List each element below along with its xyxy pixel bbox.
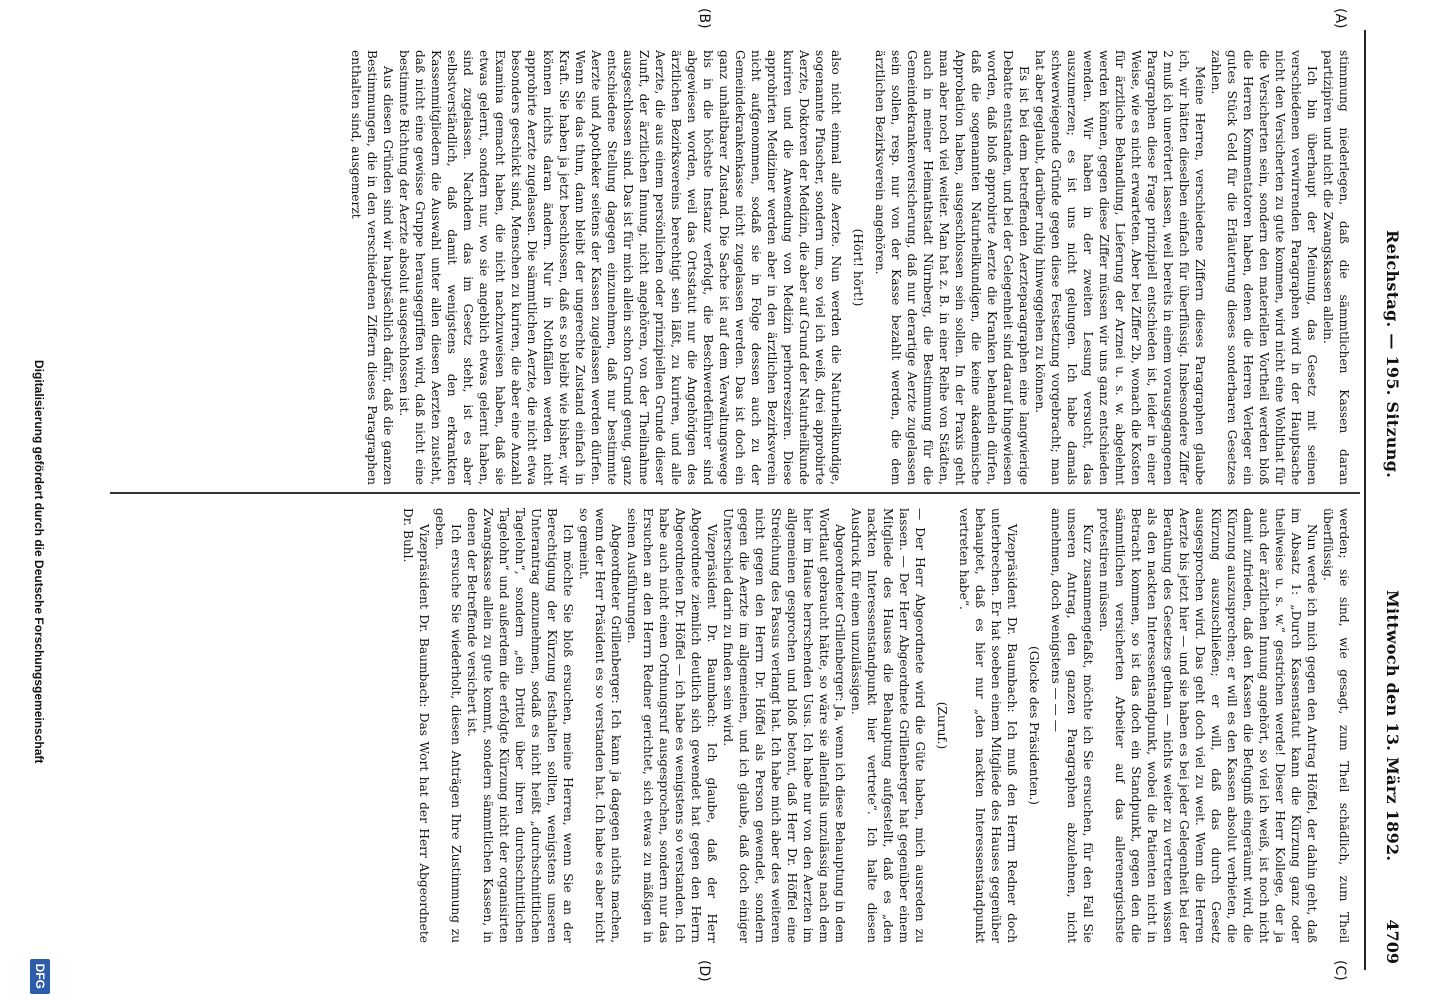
margin-mark-a: (A) [1332, 8, 1348, 29]
paragraph: Meine Herren, verschiedene Ziffern dieses Paragraphen glaube ich, wir hätten dieselben einfach für überflüssig. Insbesondere Ziffer 2 muß ich unerörtert lassen, weil bereits in einem vorausgegangenen Paragraphen diese Frage prinzipiell entschieden ist, leider in einer Weise, wie es nicht erwarteten. Aber bei Ziffer 2b, wonach die Kosten für ärztliche Behandlung, Lieferung der Arznei u. s. w. abgelehnt werden können, gegen diese Ziffer müssen wir uns ganz entschieden wenden. Wir haben in der zweiten Lesung versucht, das auszumerzen; es ist uns nicht gelungen. Ich habe damals schwerwiegende Gründe gegen diese Festsetzung vorgebracht; man hat aber geglaubt, darüber ruhig hinweggehen zu können. [1033, 50, 1207, 485]
header-date: Mittwoch den 13. März 1892. [1383, 590, 1402, 862]
paragraph: Aus diesen Gründen sind wir hauptsächlich dafür, daß die ganzen Bestimmungen, die in den verschiedenen Ziffern dieses Paragraphen enthalten sind, ausgemerzt [349, 50, 395, 485]
paragraph: Ich bin überhaupt der Meinung, das Gesetz mit seinen verschiedenen verwirrenden Paragraphen wird in der Hauptsache nicht den Versicherten zu gute kommen, wird nicht eine Wohlthat für die Versicherten sein, sondern den materiellen Vortheil werden bloß die Herren Kommentatoren haben, denen die Herren Verleger ein gutes Stück Geld für die Erläuterung dieses sonderbaren Gesetzes zahlen. [1209, 50, 1319, 485]
paragraph: also nicht einmal alle Aerzte. Nun werden die Naturheilkundige, sogenannte Pfuscher, sondern um, so viel ich weiß, drei approbirte Aerzte, Doktoren der Medizin, die aber auf Grund der Naturheilkunde kuriren und die Anwendung von Medizin perhorresziren. Diese approbirten Mediziner werden aber in den ärztlichen Bezirksverein nicht aufgenommen, sodaß sie in Folge dessen auch zu der Gemeindekrankenkasse nicht zugelassen werden. Das ist doch ein ganz unhaltbarer Zustand. Die Sache ist auf dem Verwaltungswege bis in die höchste Instanz verfolgt, die Beschwerdeführer sind abgewiesen worden, weil das Ortsstatut nur die Angehörigen des ärztlichen Bezirksvereins berechtigt sein läßt, zu kuriren, und alle Aerzte, die aus einem persönlichen oder prinzipiellen Grunde dieser Zunft, der ärztlichen Innung, nicht angehören, von der Theilnahme ausgeschlossen sind. Das ist für mich allein schon Grund genug, ganz entschiedene Stellung dagegen einzunehmen, daß nur bestimmte Aerzte und Apotheker seitens der Kassen zugelassen werden dürfen. Wenn Sie das thun, dann bleibt der ungerechte Zustand einfach in Kraft. Sie haben ja jetzt beschlossen, daß es so bleibt wie bisher, wir können nichts daran ändern. Nur in Nothfällen werden nicht approbirte Aerzte zugelassen. Die sämmtlichen Aerzte, die nicht etwa besonders geschickt sind, Menschen zu kuriren, die aber eine Anzahl Examina gemacht haben, die nicht nachzuweisen haben, daß sie etwas gelernt, sondern nur, wo sie angeblich etwas gelernt haben, sind zugelassen. Nachdem das im Gesetz steht, ist es aber selbstverständlich, daß damit wenigstens den erkrankten Kassenmitgliedern die Auswahl unter allen diesen Aerzten zusteht, daß nicht eine gewisse Gruppe herausgegriffen wird, daß nicht eine bestimmte Richtung der Aerzte absolut ausgeschlossen ist. [397, 50, 843, 485]
right-text-column [112, 508, 1352, 943]
paragraph: Nun werde ich mich gegen den Antrag Höffel, der dahin geht, daß im Absatz 1: „Durch Kassenstatut kann die Kürzung ganz oder theilweise u. s. w.“ gestrichen werde! Dieser Herr Kollege, der ja auch der ärztlichen Innung angehört, so viel ich weiß, ist noch nicht damit zufrieden, daß den Kassen die Befugniß eingeräumt wird, die Kürzung auszusprechen; er will es den Kassen absolut verbieten, die Kürzung auszuschließen; er will, daß das durch Gesetz ausgesprochen wird. Das geht doch viel zu weit. Wenn die Herren Aerzte bis jetzt hier — und sie haben es bei jeder Gelegenheit bei der Berathung des Gesetzes gethan — nichts weiter zu vertreten wissen als den nackten Interessenstandpunkt, wobei die Patienten nicht in Betracht kommen, so ist das doch ein Standpunkt, gegen den die sämmtlichen versicherten Arbeiter auf das allerenergischste protestiren müssen. [1097, 508, 1319, 943]
speaker-paragraph: Vizepräsident Dr. Baumbach: Ich muß den Herrn Redner doch unterbrechen. Er hat soeben einem Mitgliede des Hauses gegenüber behauptet, daß es hier nur „den nackten Interessenstandpunkt vertreten habe“. [957, 508, 1019, 943]
column-divider [110, 492, 1360, 494]
interjection: (Hört! hört!) [851, 228, 865, 307]
page-header [1372, 30, 1416, 970]
dfg-logo: DFG [30, 959, 50, 994]
paragraph: Kurz zusammengefaßt, möchte ich Sie ersuchen, für den Fall Sie unseren Antrag, den ganzen Paragraphen abzulehnen, nicht annehmen, doch wenigstens — — — [1049, 508, 1095, 943]
page-number: 4709 [1383, 919, 1402, 964]
left-text-column [112, 50, 1352, 485]
paragraph: werden; sie sind, wie gesagt, zum Theil schädlich, zum Theil überflüssig. [1321, 508, 1351, 943]
speaker-paragraph: Abgeordneter Grillenberger: Ich kann ja dagegen nichts machen, wenn der Herr Präsident es so verstanden hat. Ich habe es aber nicht so gemeint. [577, 508, 623, 943]
speaker-paragraph: Vizepräsident Dr. Baumbach: Das Wort hat der Herr Abgeordnete Dr. Buhl. [401, 508, 431, 943]
paragraph: Ich möchte Sie bloß ersuchen, meine Herren, wenn Sie an der Berechtigung der Kürzung festhalten sollten, wenigstens unseren Unterantrag anzunehmen, sodaß es nicht heißt „durchschnittlichen Tagelohn“, sondern „ein Drittel über ihren durchschnittlichen Tagelohn“ und außerdem die erfolgte Kürzung nicht der organisirten Zwangskasse allein zu gute kommt, sondern sämmtlichen Kassen, in denen der Betreffende versichert ist. [465, 508, 575, 943]
digitization-footer [16, 0, 56, 1000]
paragraph: Es ist bei dem betreffenden Aerzteparagraphen eine langwierige Debatte entstanden, und bei der Gelegenheit sind darauf hingewiesen worden, daß bloß approbirte Aerzte die Kranken behandeln dürfen, daß die sogenannten Naturheilkundigen, die keine akademische Approbation haben, ausgeschlossen sein sollen. In der Praxis geht man aber noch viel weiter. Man hat z. B. in einer Reihe von Städten, auch in meiner Heimathstadt Nürnberg, die Bestimmung für die Gemeindekrankenversicherung, daß nur derartige Aerzte zugelassen sein sollen, resp. nur von der Kasse bezahlt werden, die dem ärztlichen Bezirksverein angehören. [873, 50, 1031, 485]
paragraph: — Der Herr Abgeordnete wird die Güte haben, mich ausreden zu lassen. — Der Herr Abgeordnete Grillenberger hat gegenüber einem Mitgliede des Hauses die Behauptung aufgestellt, daß es „den nackten Interessenstandpunkt hier vertrete“. Ich halte diesen Ausdruck für einen unzulässigen. [849, 508, 927, 943]
margin-mark-d: (D) [696, 960, 712, 982]
funding-notice: Digitalisierung gefördert durch die Deutsche Forschungsgemeinschaft [32, 360, 46, 764]
interjection: (Zuruf.) [935, 701, 949, 750]
speaker-paragraph: Abgeordneter Grillenberger: Ja, wenn ich diese Behauptung in dem Wortlaut gebraucht hätte, so wäre sie allenfalls unzulässig nach dem hier im Hause herrschenden Usus. Ich habe nur von den Aerzten im allgemeinen gesprochen und bloß betont, daß Herr Dr. Höffel eine Streichung des Passus verlangt hat. Ich habe mich aber des weiteren nicht gegen den Herrn Dr. Höffel als Person gewendet, sondern gegen die Aerzte im allgemeinen, und ich glaube, daß doch einiger Unterschied darin zu finden sein wird. [721, 508, 847, 943]
paragraph: Ich ersuche Sie wiederholt, diesen Anträgen Ihre Zustimmung zu geben. [433, 508, 463, 943]
header-session: Reichstag. — 195. Sitzung. [1383, 230, 1402, 479]
margin-mark-b: (B) [696, 8, 712, 29]
paragraph: stimmung niederlegen, daß die sämmtlichen Kassen daran partizipiren und nicht die Zwangskassen allein. [1321, 50, 1351, 485]
interjection: (Glocke des Präsidenten.) [1027, 645, 1041, 806]
speaker-paragraph: Vizepräsident Dr. Baumbach: Ich glaube, daß der Herr Abgeordnete ziemlich deutlich sich gewendet hat gegen den Herrn Abgeordneten Dr. Höffel — ich habe es wenigstens so verstanden. Ich habe auch nicht einen Ordnungsruf ausgesprochen, sondern nur das Ersuchen an den Herrn Redner gerichtet, sich etwas zu mäßigen in seinen Ausführungen. [625, 508, 719, 943]
margin-mark-c: (C) [1332, 960, 1348, 981]
header-rule [1364, 30, 1366, 970]
